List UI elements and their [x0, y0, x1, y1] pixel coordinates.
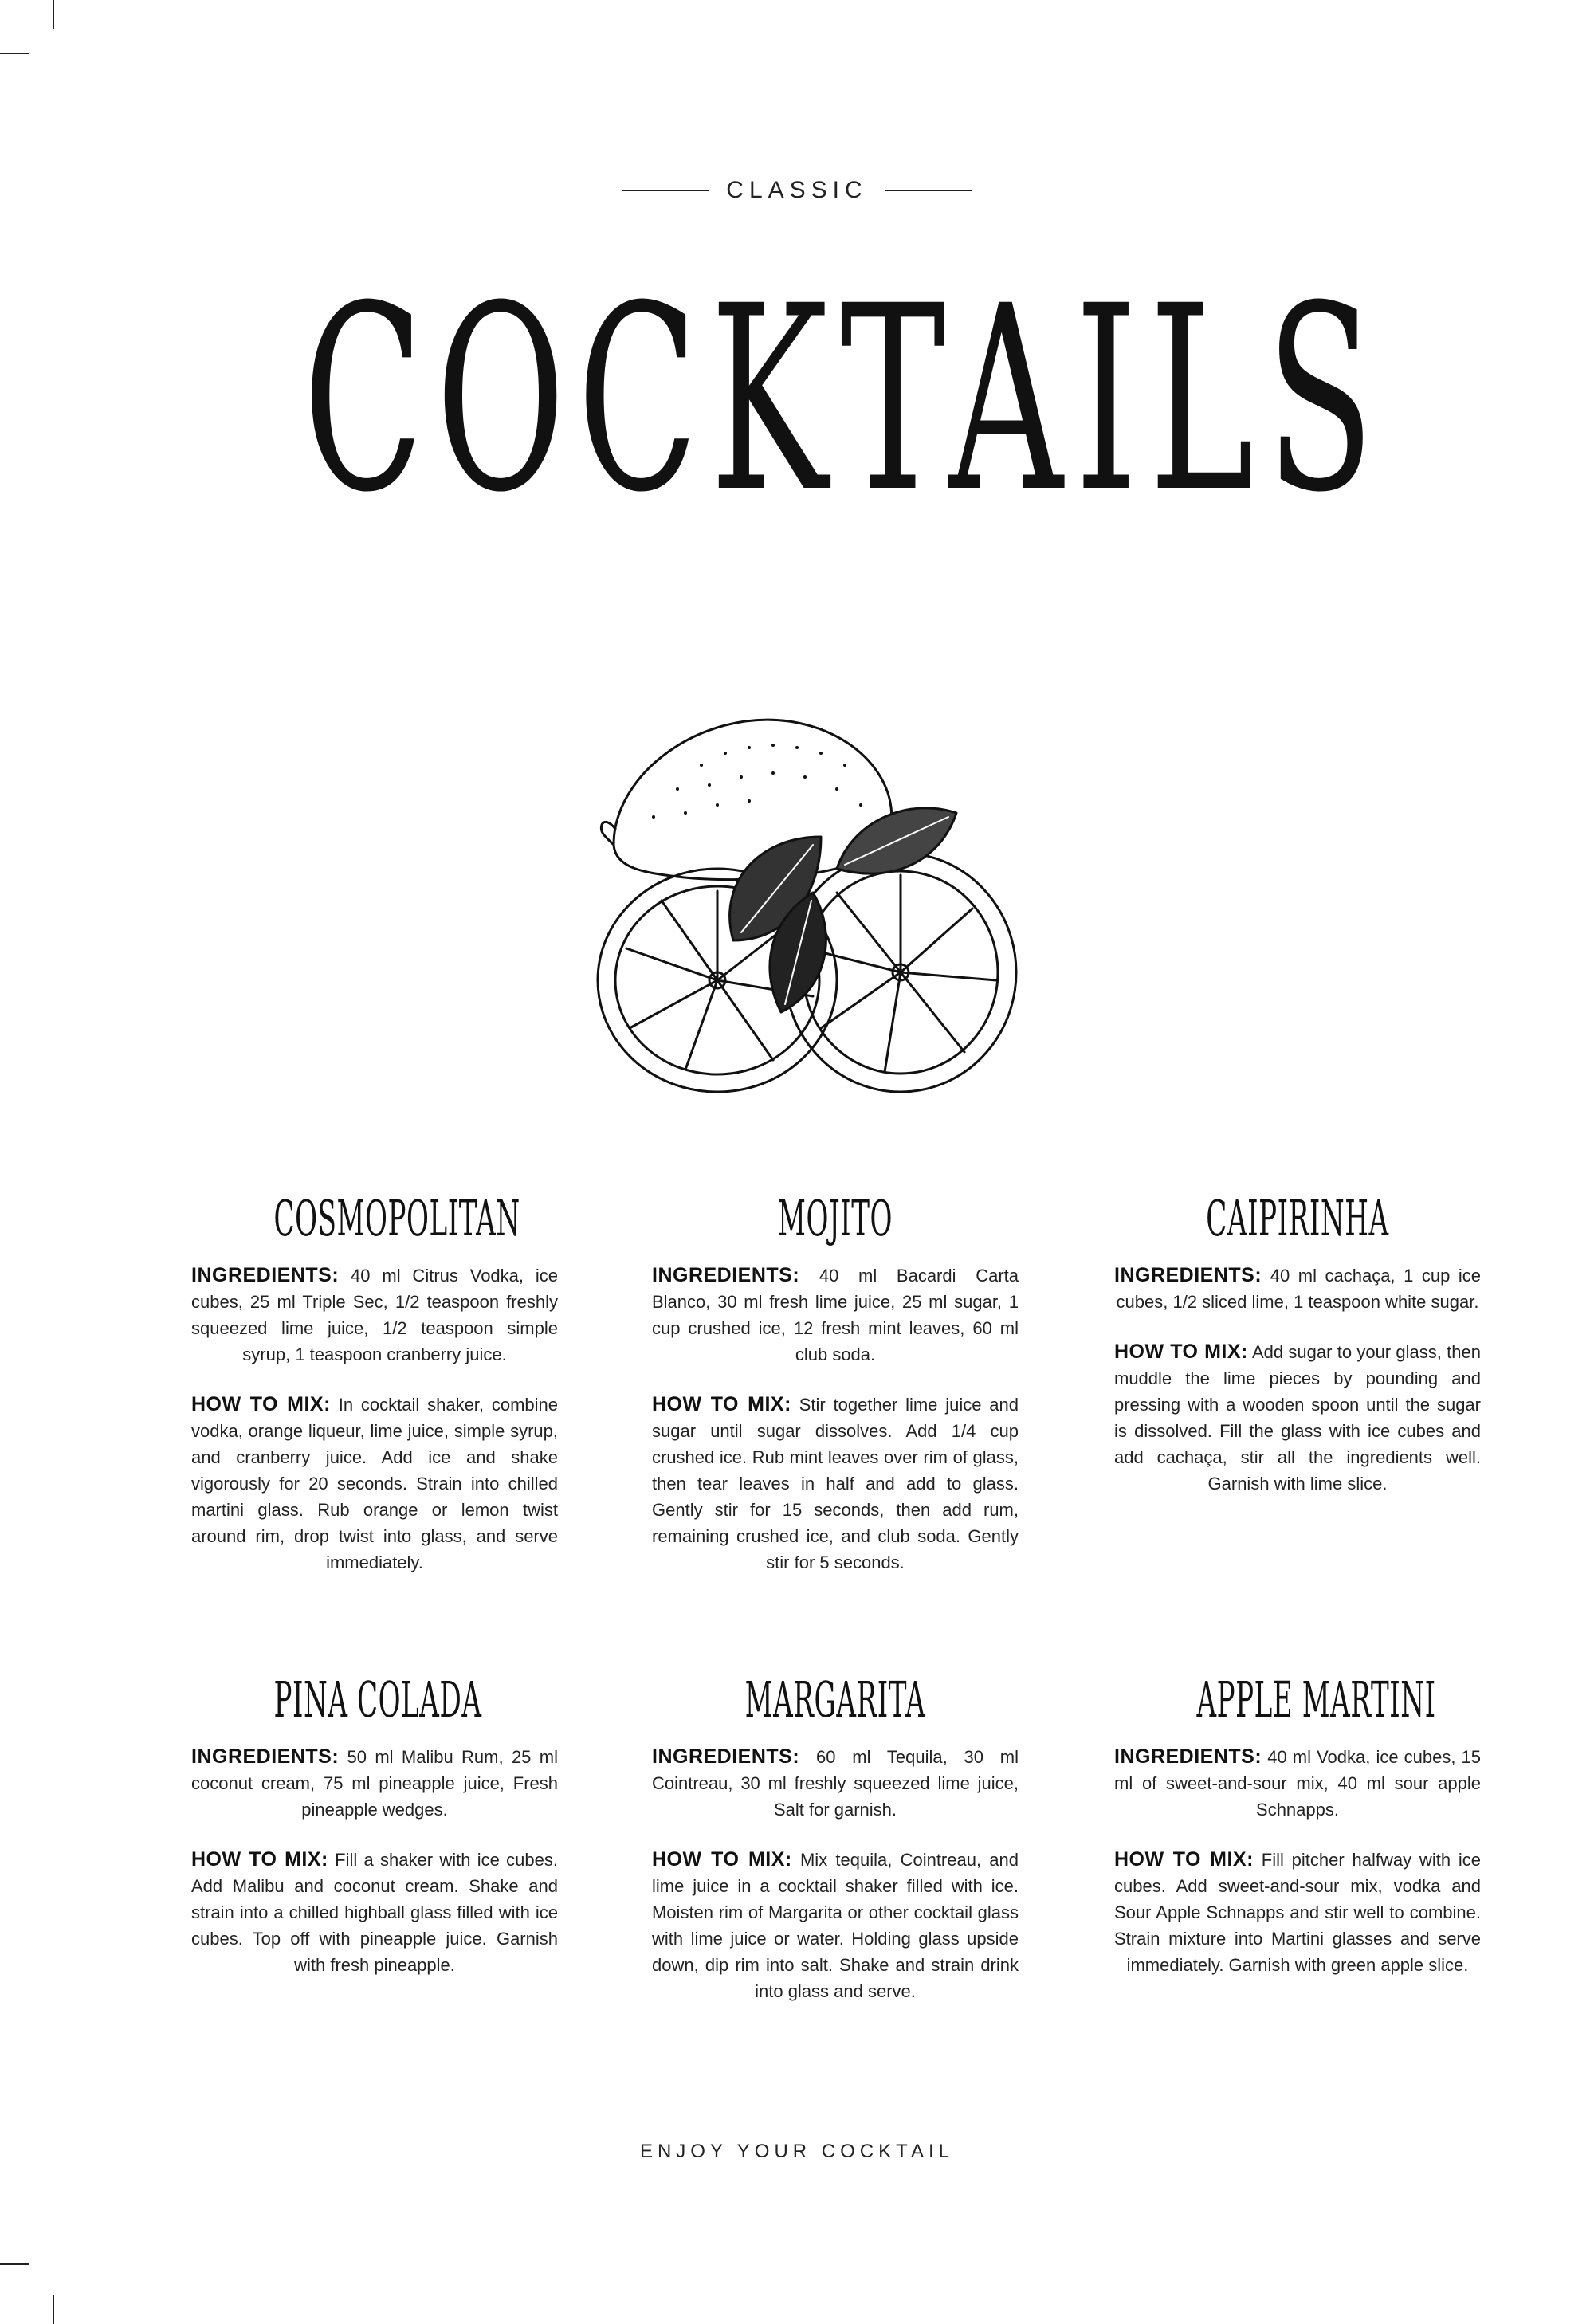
ingredients-text: 40 ml Bacardi Carta Blanco, 30 ml fresh lime juice, 25 ml sugar, 1 cup crushed ice, 12 fresh mint leaves, 60 ml club soda.	[652, 1266, 1019, 1364]
recipe-card-margarita	[652, 1670, 1019, 2004]
how-to-mix-text: Stir together lime juice and sugar until sugar dissolves. Add 1/4 cup crushed ice. Rub mint leaves over rim of glass, then tear leaves in half and add to glass. Gently stir for 15 seconds, then add rum, remaining crushed ice, and club soda. Gently stir for 5 seconds.	[652, 1395, 1019, 1572]
recipe-title: CAIPIRINHA	[1206, 1189, 1389, 1247]
how-to-mix-label: HOW TO MIX:	[191, 1393, 331, 1415]
ingredients-text: 60 ml Tequila, 30 ml Cointreau, 30 ml freshly squeezed lime juice, Salt for garnish.	[652, 1747, 1019, 1820]
recipe-card-apple-martini	[1114, 1670, 1481, 1978]
recipe-method	[1114, 1847, 1481, 1978]
lemon-lime-mint-illustration-icon	[582, 677, 1028, 1124]
recipe-ingredients	[652, 1744, 1019, 1823]
recipe-method	[1114, 1339, 1481, 1497]
recipe-title: MOJITO	[777, 1189, 893, 1247]
ingredients-text: 40 ml Citrus Vodka, ice cubes, 25 ml Triple Sec, 1/2 teaspoon freshly squeezed lime juice, 1/2 teaspoon simple syrup, 1 teaspoon cranberry juice.	[191, 1266, 558, 1364]
recipe-card-mojito	[652, 1189, 1019, 1576]
header-kicker	[0, 177, 1594, 204]
ingredients-label: INGREDIENTS:	[191, 1745, 340, 1768]
crop-mark-bottom	[53, 2295, 54, 2324]
kicker-rule-left	[622, 190, 709, 191]
crop-mark-top	[53, 0, 54, 29]
crop-mark-left-top	[0, 53, 29, 54]
recipe-ingredients	[1114, 1744, 1481, 1823]
recipe-card-caipirinha	[1114, 1189, 1481, 1497]
recipe-title: MARGARITA	[744, 1670, 926, 1729]
ingredients-label: INGREDIENTS:	[652, 1745, 800, 1768]
recipe-title: COSMOPOLITAN	[273, 1189, 520, 1247]
ingredients-text: 50 ml Malibu Rum, 25 ml coconut cream, 75 ml pineapple juice, Fresh pineapple wedges.	[191, 1747, 558, 1820]
ingredients-text: 40 ml cachaça, 1 cup ice cubes, 1/2 sliced lime, 1 teaspoon white sugar.	[1116, 1266, 1481, 1312]
recipe-ingredients	[1114, 1262, 1481, 1315]
how-to-mix-label: HOW TO MIX:	[652, 1393, 791, 1415]
ingredients-label: INGREDIENTS:	[1114, 1264, 1262, 1286]
how-to-mix-text: Mix tequila, Cointreau, and lime juice in a cocktail shaker filled with ice. Moisten rim of Margarita or other cocktail glass with lime juice or water. Holding glass upside down, dip rim into salt. Shake and strain drink into glass and serve.	[652, 1850, 1019, 2001]
ingredients-text: 40 ml Vodka, ice cubes, 15 ml of sweet-and-sour mix, 40 ml sour apple Schnapps.	[1114, 1747, 1481, 1820]
recipe-ingredients	[191, 1744, 558, 1823]
how-to-mix-label: HOW TO MIX:	[1114, 1848, 1254, 1871]
recipe-card-cosmopolitan	[191, 1189, 558, 1576]
kicker-rule-right	[885, 190, 972, 191]
ingredients-label: INGREDIENTS:	[1114, 1745, 1262, 1768]
how-to-mix-label: HOW TO MIX:	[1114, 1341, 1248, 1363]
how-to-mix-text: In cocktail shaker, combine vodka, orange liqueur, lime juice, simple syrup, and cranberry juice. Add ice and shake vigorously for 20 seconds. Strain into chilled martini glass. Rub orange or lemon twist around rim, drop twist into glass, and serve immediately.	[191, 1395, 558, 1572]
footer-tagline: ENJOY YOUR COCKTAIL	[639, 2141, 955, 2162]
recipe-method	[191, 1847, 558, 1978]
how-to-mix-label: HOW TO MIX:	[652, 1848, 792, 1871]
crop-mark-left-bottom	[0, 2263, 29, 2265]
ingredients-label: INGREDIENTS:	[191, 1264, 340, 1286]
how-to-mix-text: Fill a shaker with ice cubes. Add Malibu and coconut cream. Shake and strain into a chilled highball glass filled with ice cubes. Top off with pineapple juice. Garnish with fresh pineapple.	[191, 1850, 558, 1975]
recipe-card-pina-colada	[191, 1670, 558, 1978]
how-to-mix-label: HOW TO MIX:	[191, 1848, 328, 1871]
recipe-method	[652, 1847, 1019, 2004]
how-to-mix-text: Fill pitcher halfway with ice cubes. Add sweet-and-sour mix, vodka and Sour Apple Schnapps and stir well to combine. Strain mixture into Martini glasses and serve immediately. Garnish with green apple slice.	[1114, 1850, 1481, 1975]
how-to-mix-text: Add sugar to your glass, then muddle the lime pieces by pounding and pressing with a wooden spoon until the sugar is dissolved. Fill the glass with ice cubes and add cachaça, stir all the ingredients well. Garnish with lime slice.	[1114, 1342, 1481, 1494]
ingredients-label: INGREDIENTS:	[652, 1264, 800, 1286]
recipe-ingredients	[652, 1262, 1019, 1368]
recipe-title: PINA COLADA	[273, 1670, 482, 1729]
recipe-ingredients	[191, 1262, 558, 1368]
recipe-title: APPLE MARTINI	[1196, 1670, 1436, 1729]
page-title: COCKTAILS	[303, 252, 1387, 548]
recipe-method	[652, 1392, 1019, 1576]
kicker-text: CLASSIC	[726, 177, 868, 203]
recipe-method	[191, 1392, 558, 1576]
